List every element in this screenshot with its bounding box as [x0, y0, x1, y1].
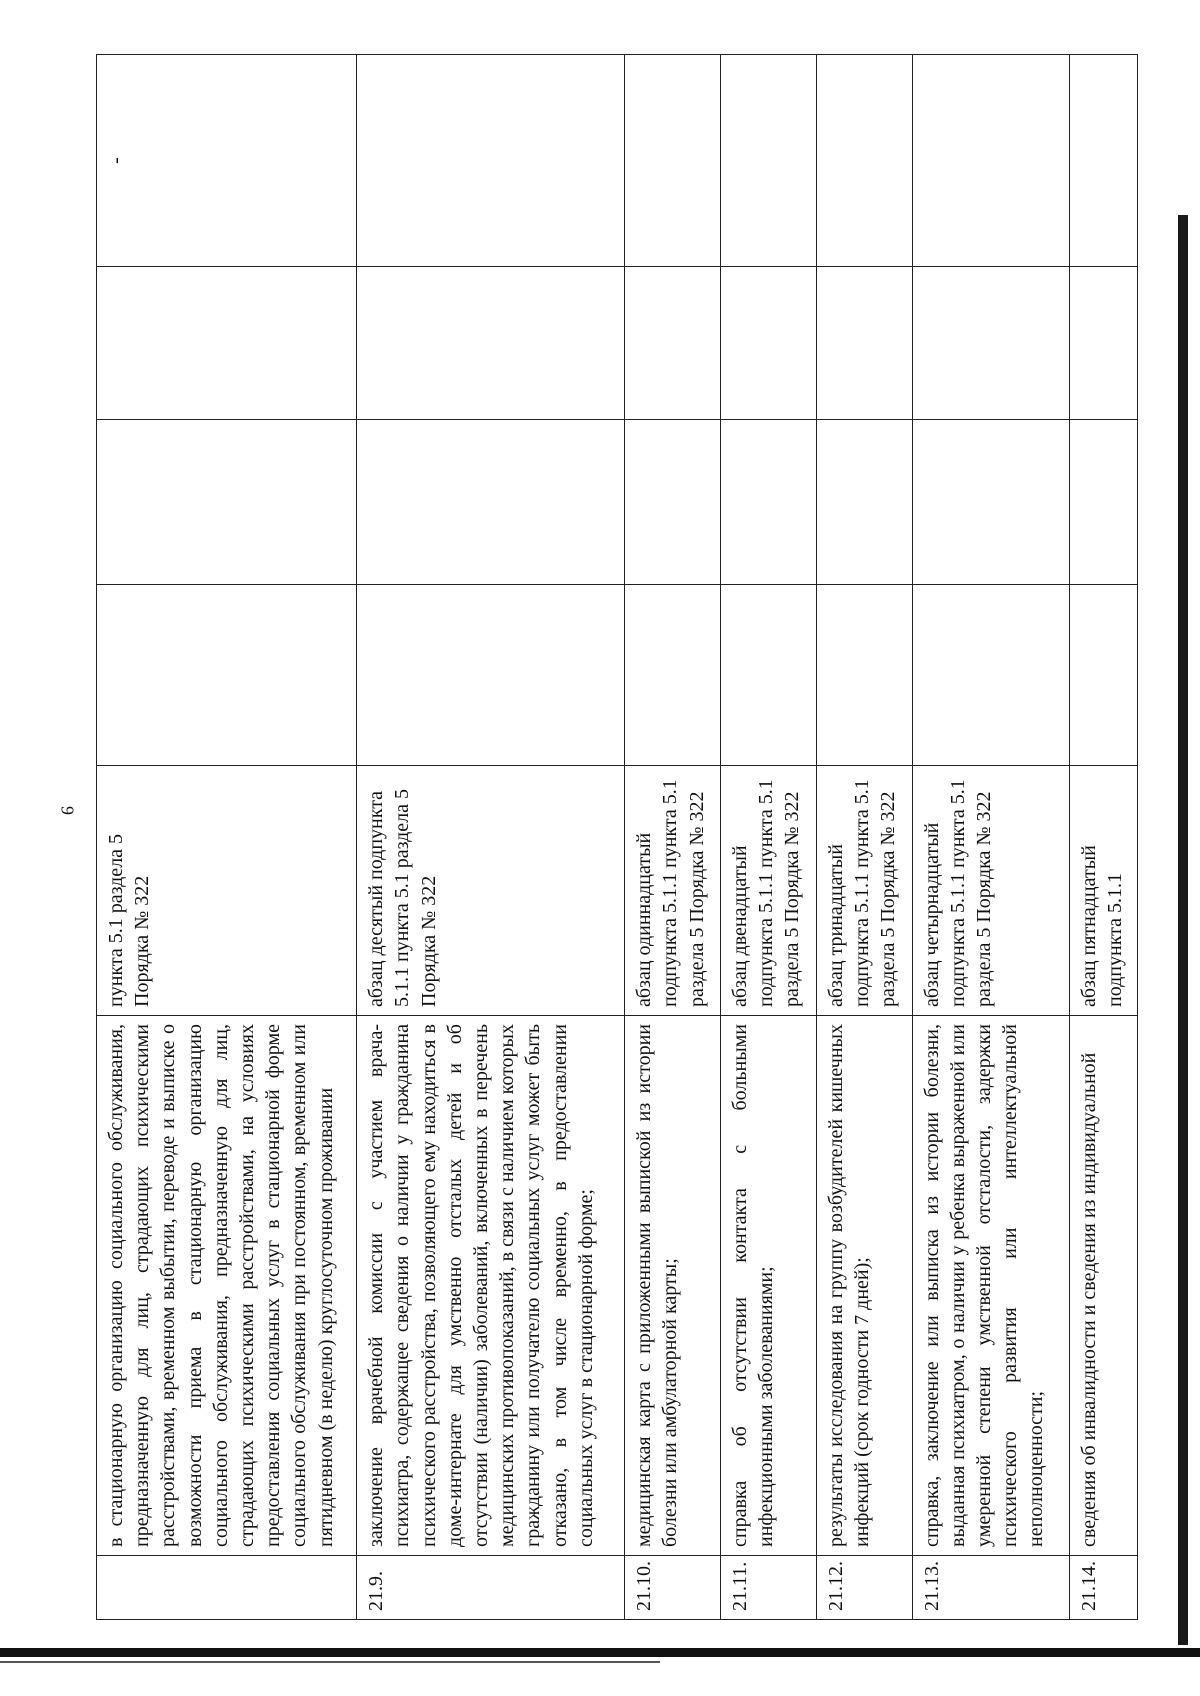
row-cell-5 — [97, 420, 357, 585]
row-cell-7 — [1069, 55, 1137, 267]
row-cell-7: - — [97, 55, 357, 267]
row-cell-5 — [912, 420, 1069, 585]
table-row — [1069, 55, 1137, 1620]
row-cell-5 — [816, 420, 912, 585]
rotated-table-wrapper — [96, 55, 1138, 1620]
row-number: 21.10. — [625, 1556, 721, 1620]
row-number: 21.9. — [357, 1556, 625, 1620]
row-cell-4 — [912, 585, 1069, 766]
row-cell-7 — [816, 55, 912, 267]
row-cell-4 — [720, 585, 816, 766]
table-row — [720, 55, 816, 1620]
row-number: 21.14. — [1069, 1556, 1137, 1620]
row-cell-7 — [357, 55, 625, 267]
row-description: заключение врачебной комиссии с участием врача-психиатра, содержащее сведения о наличии у гражданина психического расстройства, позволяющего ему находиться в доме-интернате для умственно отсталых детей и об отсутствии (наличии) заболеваний, включенных в перечень медицинских противопоказаний, в связи с наличием которых гражданину или получателю социальных услуг может быть отказано, в том числе временно, в предоставлении социальных услуг в стационарной форме; — [357, 1016, 625, 1556]
table-row — [912, 55, 1069, 1620]
row-cell-4 — [97, 585, 357, 766]
scan-edge-bottom — [0, 1648, 1200, 1657]
table-row — [625, 55, 721, 1620]
row-cell-4 — [816, 585, 912, 766]
row-description: в стационарную организацию социального обслуживания, предназначенную для лиц, страдающих психическими расстройствами, временном выбытии, переводе и выписке о возможности приема в стационарную организацию социального обслуживания, предназначенную для лиц, страдающих психическими расстройствами, на условиях предоставления социальных услуг в стационарной форме социального обслуживания при постоянном, временном или пятидневном (в неделю) круглосуточном проживании — [97, 1016, 357, 1556]
row-description: результаты исследования на группу возбудителей кишечных инфекций (срок годности 7 дней); — [816, 1016, 912, 1556]
row-legal-reference: абзац пятнадцатый подпункта 5.1.1 — [1069, 766, 1137, 1016]
table-row — [357, 55, 625, 1620]
row-cell-6 — [816, 267, 912, 420]
row-number: 21.11. — [720, 1556, 816, 1620]
row-description: справка, заключение или выписка из истории болезни, выданная психиатром, о наличии у ребенка выраженной или умеренной степени умственной отсталости, задержки психического развития или интеллектуальной неполноценности; — [912, 1016, 1069, 1556]
table-row — [816, 55, 912, 1620]
row-cell-5 — [357, 420, 625, 585]
row-legal-reference: абзац десятый подпункта 5.1.1 пункта 5.1 раздела 5 Порядка № 322 — [357, 766, 625, 1016]
row-description: справка об отсутствии контакта с больными инфекционными заболеваниями; — [720, 1016, 816, 1556]
row-cell-6 — [720, 267, 816, 420]
row-cell-6 — [1069, 267, 1137, 420]
row-cell-7 — [912, 55, 1069, 267]
scan-edge-bottom-thin — [0, 1661, 660, 1663]
row-cell-6 — [97, 267, 357, 420]
document-table — [96, 54, 1138, 1620]
row-legal-reference: пункта 5.1 раздела 5 Порядка № 322 — [97, 766, 357, 1016]
row-cell-5 — [720, 420, 816, 585]
row-cell-7 — [625, 55, 721, 267]
row-cell-4 — [1069, 585, 1137, 766]
row-number: 21.12. — [816, 1556, 912, 1620]
table-row — [97, 55, 357, 1620]
row-number: 21.13. — [912, 1556, 1069, 1620]
row-cell-6 — [912, 267, 1069, 420]
row-legal-reference: абзац тринадцатый подпункта 5.1.1 пункта 5.1 раздела 5 Порядка № 322 — [816, 766, 912, 1016]
row-cell-5 — [1069, 420, 1137, 585]
row-legal-reference: абзац двенадцатый подпункта 5.1.1 пункта 5.1 раздела 5 Порядка № 322 — [720, 766, 816, 1016]
page-number: 9 — [57, 806, 78, 815]
row-cell-5 — [625, 420, 721, 585]
row-cell-6 — [357, 267, 625, 420]
row-description: сведения об инвалидности и сведения из индивидуальной — [1069, 1016, 1137, 1556]
scan-edge-right — [1178, 215, 1188, 1645]
row-cell-6 — [625, 267, 721, 420]
row-cell-7 — [720, 55, 816, 267]
row-cell-4 — [625, 585, 721, 766]
row-legal-reference: абзац четырнадцатый подпункта 5.1.1 пункта 5.1 раздела 5 Порядка № 322 — [912, 766, 1069, 1016]
row-cell-4 — [357, 585, 625, 766]
row-legal-reference: абзац одиннадцатый подпункта 5.1.1 пункта 5.1 раздела 5 Порядка № 322 — [625, 766, 721, 1016]
row-number — [97, 1556, 357, 1620]
row-description: медицинская карта с приложенными выпиской из истории болезни или амбулаторной карты; — [625, 1016, 721, 1556]
